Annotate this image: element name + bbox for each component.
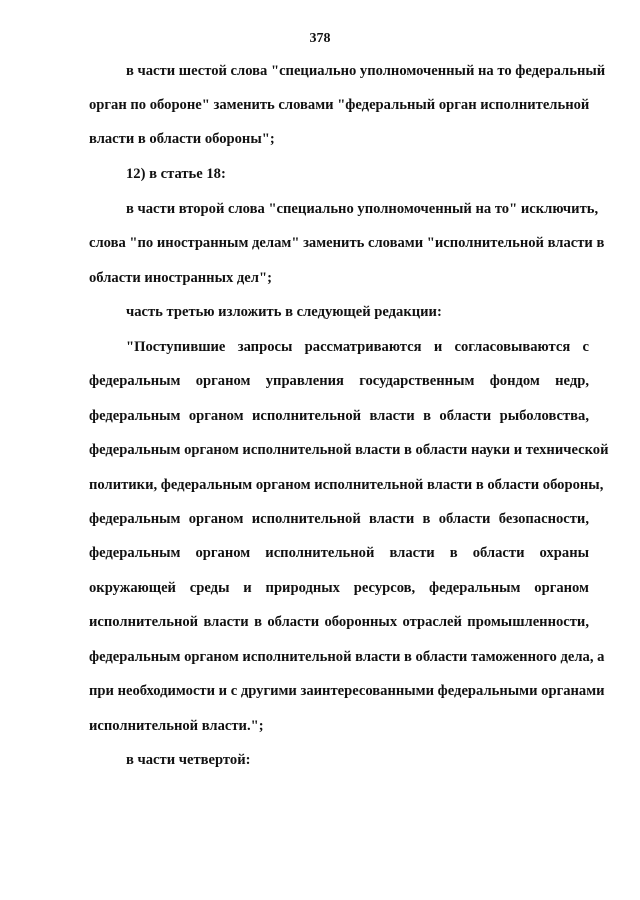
text-line: в части второй слова "специально уполномоченный на то" исключить, xyxy=(126,201,599,217)
text-line: в части четвертой: xyxy=(126,752,251,768)
text-line: окружающей среды и природных ресурсов, федеральным органом xyxy=(89,580,589,596)
text-line: федеральным органом исполнительной власти в области охраны xyxy=(89,545,589,561)
text-line: исполнительной власти в области оборонных отраслей промышленности, xyxy=(89,614,589,630)
text-line: федеральным органом исполнительной власти в области безопасности, xyxy=(89,511,589,527)
text-line: политики, федеральным органом исполнительной власти в области обороны, xyxy=(89,477,604,493)
text-line: часть третью изложить в следующей редакции: xyxy=(126,304,442,320)
text-line: исполнительной власти."; xyxy=(89,718,264,734)
text-line: орган по обороне" заменить словами "федеральный орган исполнительной xyxy=(89,97,590,113)
text-line: 12) в статье 18: xyxy=(126,166,226,182)
text-line: федеральным органом управления государственным фондом недр, xyxy=(89,373,589,389)
text-line: "Поступившие запросы рассматриваются и согласовываются с xyxy=(126,339,589,355)
text-line: в части шестой слова "специально уполномоченный на то федеральный xyxy=(126,63,606,79)
text-line: при необходимости и с другими заинтересованными федеральными органами xyxy=(89,683,605,699)
text-line: области иностранных дел"; xyxy=(89,270,272,286)
page-number: 378 xyxy=(309,31,331,46)
text-line: власти в области обороны"; xyxy=(89,131,275,147)
text-line: федеральным органом исполнительной власти в области таможенного дела, а xyxy=(89,649,605,665)
text-line: слова "по иностранным делам" заменить словами "исполнительной власти в xyxy=(89,235,605,251)
text-line: федеральным органом исполнительной власти в области рыболовства, xyxy=(89,408,589,424)
text-line: федеральным органом исполнительной власти в области науки и технической xyxy=(89,442,609,458)
